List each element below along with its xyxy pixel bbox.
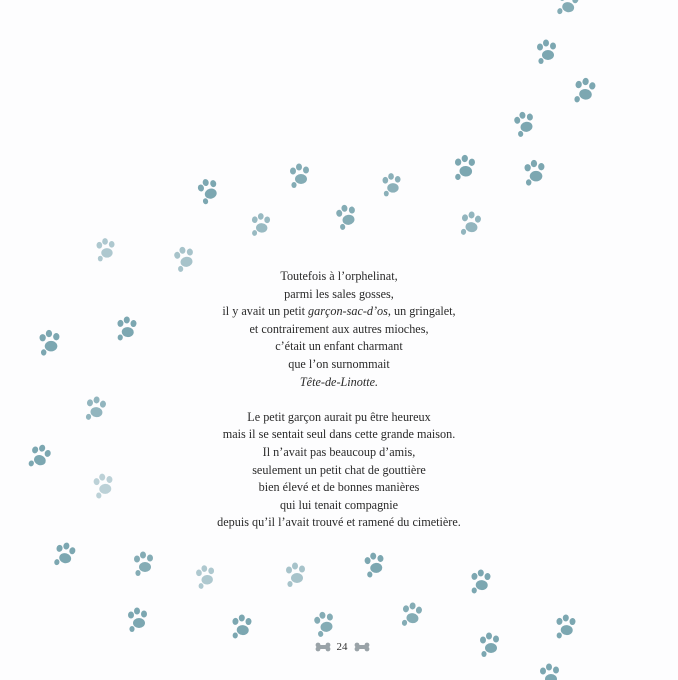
paw-print-icon bbox=[480, 633, 499, 658]
italic-nickname: Tête-de-Linotte. bbox=[299, 374, 379, 389]
story-text bbox=[0, 268, 678, 550]
page-number-value: 24 bbox=[336, 641, 348, 653]
paw-print-icon bbox=[470, 569, 491, 595]
paw-print-icon bbox=[572, 76, 596, 105]
paw-print-icon bbox=[540, 664, 559, 680]
paw-print-icon bbox=[555, 614, 576, 640]
bone-icon bbox=[354, 642, 370, 652]
bone-icon bbox=[315, 642, 331, 652]
text-line: Toutefois à l’orphelinat, bbox=[280, 269, 398, 283]
text-fragment: il y avait un petit bbox=[222, 304, 309, 319]
paw-print-icon bbox=[196, 177, 221, 206]
italic-nickname: garçon-sac-d’os bbox=[308, 304, 388, 319]
paw-print-icon bbox=[128, 608, 147, 633]
text-line: que l’on surnommait bbox=[288, 356, 390, 371]
paw-print-icon bbox=[97, 238, 115, 261]
paw-print-icon bbox=[335, 203, 358, 230]
paw-print-icon bbox=[537, 40, 556, 65]
stanza-2 bbox=[0, 409, 678, 532]
text-line: seulement un petit chat de gouttière bbox=[252, 462, 426, 477]
paw-print-icon bbox=[400, 601, 423, 628]
paw-print-icon bbox=[196, 564, 216, 589]
paw-print-icon bbox=[383, 173, 401, 196]
paw-print-icon bbox=[231, 614, 252, 640]
paw-print-icon bbox=[459, 210, 482, 237]
text-line: Le petit garçon aurait pu être heureux bbox=[247, 409, 431, 424]
text-line: qui lui tenait compagnie bbox=[279, 497, 399, 512]
stanza-1 bbox=[0, 268, 678, 391]
page-number bbox=[312, 638, 372, 656]
paw-print-icon bbox=[313, 610, 336, 637]
text-line: bien élevé et de bonnes manières bbox=[258, 480, 420, 495]
text-line: et contrairement aux autres mioches, bbox=[249, 321, 429, 336]
paw-print-icon bbox=[286, 563, 305, 588]
text-line: Il n’avait pas beaucoup d’amis, bbox=[262, 444, 416, 459]
text-line: depuis qu’il l’avait trouvé et ramené du cimetière. bbox=[217, 515, 461, 530]
paw-print-icon bbox=[251, 212, 271, 237]
text-line: c’était un enfant charmant bbox=[275, 339, 403, 354]
paw-print-icon bbox=[364, 552, 385, 578]
paw-print-icon bbox=[453, 154, 475, 181]
paw-print-icon bbox=[134, 552, 153, 577]
paw-print-icon bbox=[513, 110, 536, 137]
paw-print-icon bbox=[525, 160, 545, 186]
paw-print-icon bbox=[290, 164, 309, 189]
text-line bbox=[0, 303, 678, 321]
text-line: mais il se sentait seul dans cette grande maison. bbox=[222, 427, 456, 442]
paw-print-icon bbox=[555, 0, 580, 18]
text-fragment: , un gringalet, bbox=[387, 304, 456, 319]
text-line: parmi les sales gosses, bbox=[284, 286, 394, 301]
